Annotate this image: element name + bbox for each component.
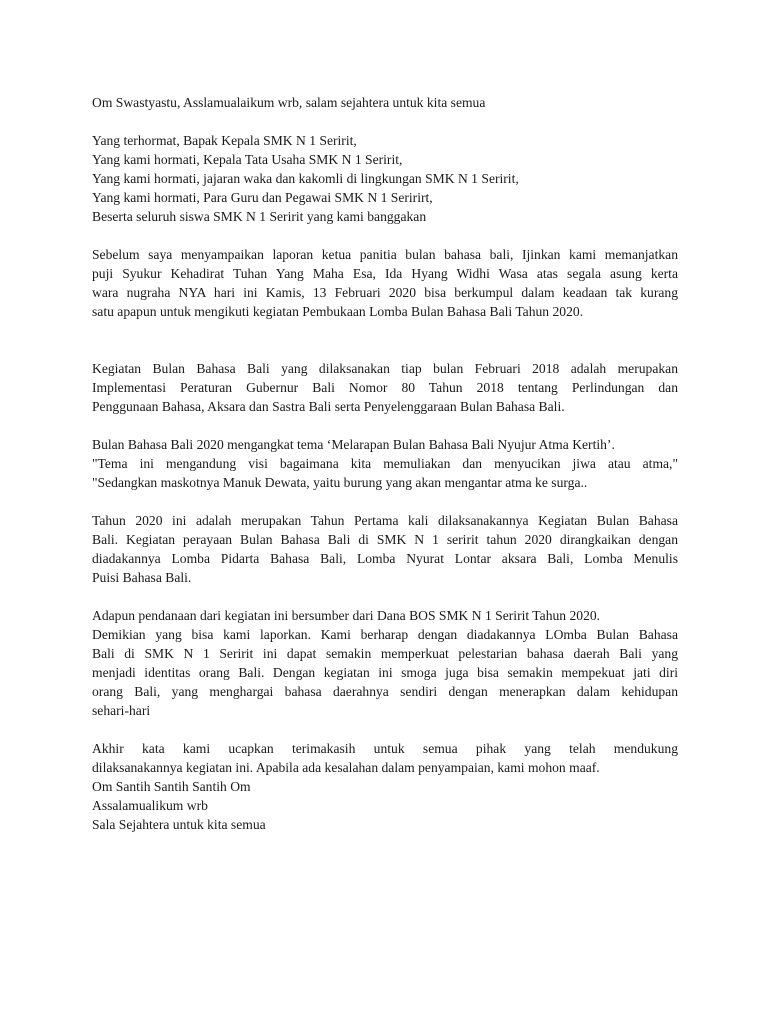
paragraph-line: menjadi identitas orang Bali. Dengan kegiatan ini smoga juga bisa semakin mempekuat jati diri xyxy=(92,665,678,680)
closing-line: Om Santih Santih Santih Om xyxy=(92,779,251,794)
paragraph-first-year xyxy=(92,511,678,587)
paragraph-line: Sebelum saya menyampaikan laporan ketua panitia bulan bahasa bali, Ijinkan kami memanjatkan xyxy=(92,247,678,262)
paragraph-line: sehari-hari xyxy=(92,703,151,718)
paragraph-line: "Sedangkan maskotnya Manuk Dewata, yaitu burung yang akan mengantar atma ke surga.. xyxy=(92,475,588,490)
paragraph-line: Puisi Bahasa Bali. xyxy=(92,570,192,585)
closing-line: Assalamualikum wrb xyxy=(92,798,208,813)
paragraph-line: Tahun 2020 ini adalah merupakan Tahun Pertama kali dilaksanakannya Kegiatan Bulan Bahasa xyxy=(92,513,678,528)
paragraph-funding xyxy=(92,606,678,720)
salutation-line: Yang kami hormati, Para Guru dan Pegawai SMK N 1 Seririrt, xyxy=(92,190,433,205)
paragraph-line: "Tema ini mengandung visi bagaimana kita memuliakan dan menyucikan jiwa atau atma," xyxy=(92,456,678,471)
paragraph-line: Bali. Kegiatan perayaan Bulan Bahasa Bali di SMK N 1 seririt tahun 2020 dirangkaikan dengan xyxy=(92,532,678,547)
paragraph-opening-prayer xyxy=(92,245,678,321)
paragraph-line: Bulan Bahasa Bali 2020 mengangkat tema ‘Melarapan Bulan Bahasa Bali Nyujur Atma Kertih’. xyxy=(92,437,615,452)
salutation-line: Beserta seluruh siswa SMK N 1 Seririt yang kami banggakan xyxy=(92,209,427,224)
paragraph-thanks xyxy=(92,739,678,777)
document-page xyxy=(92,93,678,834)
paragraph-line: dilaksanakannya kegiatan ini. Apabila ada kesalahan dalam penyampaian, kami mohon maaf. xyxy=(92,760,600,775)
paragraph-line: puji Syukur Kehadirat Tuhan Yang Maha Esa, Ida Hyang Widhi Wasa atas segala asung kerta xyxy=(92,266,678,281)
salutation-block xyxy=(92,131,678,226)
paragraph-line: Akhir kata kami ucapkan terimakasih untuk semua pihak yang telah mendukung xyxy=(92,741,678,756)
paragraph-regulation xyxy=(92,359,678,416)
paragraph-line: Adapun pendanaan dari kegiatan ini bersumber dari Dana BOS SMK N 1 Seririt Tahun 2020. xyxy=(92,608,601,623)
salutation-line: Yang kami hormati, Kepala Tata Usaha SMK N 1 Seririt, xyxy=(92,152,403,167)
paragraph-line: Implementasi Peraturan Gubernur Bali Nomor 80 Tahun 2018 tentang Perlindungan dan xyxy=(92,380,678,395)
opening-greeting: Om Swastyastu, Asslamualaikum wrb, salam sejahtera untuk kita semua xyxy=(92,95,486,110)
salutation-line: Yang kami hormati, jajaran waka dan kakomli di lingkungan SMK N 1 Seririt, xyxy=(92,171,519,186)
paragraph-theme xyxy=(92,435,678,492)
paragraph-line: Penggunaan Bahasa, Aksara dan Sastra Bali serta Penyelenggaraan Bulan Bahasa Bali. xyxy=(92,399,565,414)
paragraph-line: diadakannya Lomba Pidarta Bahasa Bali, Lomba Nyurat Lontar aksara Bali, Lomba Menulis xyxy=(92,551,678,566)
paragraph-line: Bali di SMK N 1 Seririt ini dapat semakin memperkuat pelestarian bahasa daerah Bali yang xyxy=(92,646,678,661)
paragraph-line: satu apapun untuk mengikuti kegiatan Pembukaan Lomba Bulan Bahasa Bali Tahun 2020. xyxy=(92,304,584,319)
paragraph-line: wara nugraha NYA hari ini Kamis, 13 Februari 2020 bisa berkumpul dalam keadaan tak kurang xyxy=(92,285,678,300)
paragraph-line: orang Bali, yang menghargai bahasa daerahnya sendiri dengan menerapkan dalam kehidupan xyxy=(92,684,678,699)
paragraph-line: Kegiatan Bulan Bahasa Bali yang dilaksanakan tiap bulan Februari 2018 adalah merupakan xyxy=(92,361,678,376)
salutation-line: Yang terhormat, Bapak Kepala SMK N 1 Seririt, xyxy=(92,133,357,148)
closing-block xyxy=(92,777,678,834)
paragraph-line: Demikian yang bisa kami laporkan. Kami berharap dengan diadakannya LOmba Bulan Bahasa xyxy=(92,627,678,642)
closing-line: Sala Sejahtera untuk kita semua xyxy=(92,817,266,832)
